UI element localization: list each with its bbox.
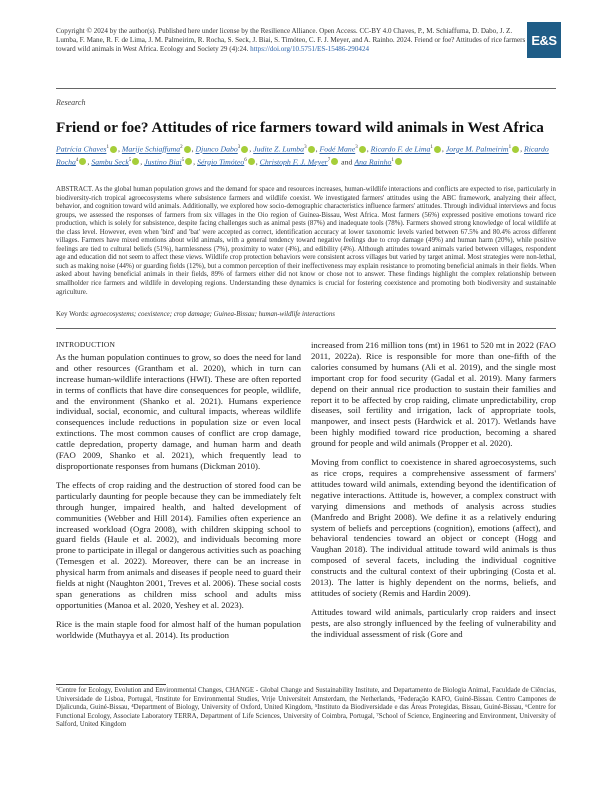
keywords-text: agroecosystems; coexistence; crop damage; Guinea-Bissau; human-wildlife interactions (90, 311, 335, 318)
orcid-icon[interactable] (110, 146, 117, 153)
affiliation-marker: 5 (181, 157, 185, 163)
journal-logo: E&S (527, 22, 561, 58)
keywords-label: Key Words: (56, 311, 89, 318)
paragraph: Rice is the main staple food for almost half of the human population worldwide (Muthayya et al. 2014). Its production (56, 618, 301, 640)
author-list: Patrícia Chaves$^1$ , Marije Schiaffuma$^2$ , Djunco Dabo$^3$ , Judite Z. Lumba$^3$ , Fodé Mane$^3$ , Ricardo F. de Lima$^1$ , Jorge M. Palmeirim$^1$ , Ricardo Rocha$^4$ , Sambu Seck$^5$ , Justino Biai$^5$ , Sérgio Timóteo$^6$ , Christoph F. J. Meyer$^7$ and Ana Rainho$^1$ (56, 144, 549, 167)
author-name[interactable]: Sambu Seck (91, 157, 129, 167)
author-name[interactable]: Djunco Dabo (195, 144, 238, 154)
orcid-icon[interactable] (359, 146, 366, 153)
abstract: ABSTRACT. As the global human population grows and the demand for space and resources increases, human-wildlife interactions and conflicts are expected to rise, particularly in biodiversity-rich tropical agroecosystems where subsistence farmers and wildlife coexist. We investigated farmers' attitudes using the ABC framework, analyzing their affect, behavior, and cognition toward wild animals. Additionally, we explored how socio-demographic characteristics influence farmers' attitudes. Through individual interviews and focus groups, we assessed the responses of farmers from six villages in the Oio region of Guinea-Bissau, West Africa. Most farmers (56%) expressed positive emotions toward rice production, which is solely for subsistence, despite facing challenges such as animal pests (87%) and inadequate tools (78%). Farmers showed strong knowledge of local wildlife at the class level. However, even when 'bird' and 'bat' were accepted as correct, identification accuracy at lower taxonomic levels varied between 67.5% and 80.4% across different villages. Farmers have mixed emotions about wild animals, with a general tendency toward negative feelings due to crop damage (49%) and human harm (20%), while positive feelings are tied to cultural beliefs (51%), harmlessness (7%), proximity to water (4%), and edibility (4%). Although attitudes toward animals varied between villages, respondent age and education did not seem to affect these views. Wildlife crop protection behaviors were consistent across villages but varied by target animal. Most strategies were non-lethal, such as making noise (44%) or guarding fields (12%), but a common perception of their ineffectiveness may explain resistance to promoting beneficial animals in their fields. When asked about having beneficial animals in their fields, 89% of farmers either did not know or chose not to answer. These findings highlight the complex relationship between smallholder rice farmers and wildlife in developing regions. Understanding these dynamics is crucial for fostering coexistence and promoting both biodiversity and sustainable agriculture. (56, 186, 556, 296)
affiliation-marker: 7 (327, 157, 331, 163)
affiliation-marker: 6 (244, 157, 247, 163)
affiliation-marker: 1 (391, 157, 394, 163)
affiliation-marker: 3 (304, 145, 307, 150)
paragraph: As the human population continues to grow, so does the need for land and other resources (Grantham et al. 2020), which in turn can increase human-wildlife interactions (HWI). These are often reported in terms of conflicts that have dire consequences for people, wildlife, and the environment (Shanko et al. 2021). Humans experience individual, social, economic, and cultural impacts, whereas wildlife consequences include reductions in population size or even local extinctions. The most common causes of conflict are crop damage, cattle depredation, property damage, and human harm and death (FAO 2009, Shanko et al. 2021), which frequently lead to disproportionate responses from humans (Dickman 2010). (56, 351, 301, 471)
orcid-icon[interactable] (395, 158, 402, 165)
right-column (311, 340, 556, 648)
affiliation-marker: 3 (355, 145, 358, 150)
author-name[interactable]: Judite Z. Lumba (253, 144, 305, 154)
author-name[interactable]: Christoph F. J. Meyer (259, 157, 328, 167)
left-column (56, 340, 301, 649)
keywords (56, 311, 556, 318)
author-affiliations: ¹Centre for Ecology, Evolution and Environmental Changes, CHANGE - Global Change and Sustainability Institute, and Departamento de Biologia Animal, Faculdade de Ciências, Universidade de Lisboa, Portugal, ²Institute for Environmental Studies, Vrije Universiteit Amsterdam, the Netherlands, ³Federação KAFO, Guiné-Bissau. Centro Campones de Djalicunda, Guiné-Bissau, ⁴Department of Biology, University of Oxford, United Kingdom, ⁵Instituto da Biodiversidade e das Áreas Protegidas, Bissau, Guiné-Bissau, ⁶Centre for Functional Ecology, Associate Laboratory TERRA, Department of Life Sciences, University of Coimbra, Portugal, ⁷School of Science, Engineering and Environment, University of Salford, United Kingdom (56, 687, 556, 729)
orcid-icon[interactable] (79, 158, 86, 165)
orcid-icon[interactable] (331, 158, 338, 165)
author-name[interactable]: Fodé Mane (319, 144, 356, 154)
orcid-icon[interactable] (132, 158, 139, 165)
orcid-icon[interactable] (184, 146, 191, 153)
header-divider (56, 88, 556, 89)
author-name[interactable]: Ricardo F. de Lima (370, 144, 431, 154)
section-label: Research (56, 98, 86, 107)
affiliation-marker: 1 (508, 145, 512, 150)
author-name[interactable]: Ricardo Rocha (56, 144, 549, 167)
orcid-icon[interactable] (248, 158, 255, 165)
affiliation-marker: 1 (106, 145, 109, 150)
affiliation-marker: 1 (430, 145, 433, 150)
author-name[interactable]: Justino Biai (144, 157, 182, 167)
author-name[interactable]: Sérgio Timóteo (197, 157, 245, 167)
orcid-icon[interactable] (185, 158, 192, 165)
author-name[interactable]: Patrícia Chaves (56, 144, 107, 154)
affiliation-marker: 5 (128, 157, 132, 163)
orcid-icon[interactable] (512, 146, 519, 153)
copyright-notice (56, 27, 526, 55)
author-name[interactable]: Ana Rainho (354, 157, 392, 167)
section-heading-introduction: INTRODUCTION (56, 340, 116, 349)
abstract-divider (56, 328, 556, 329)
article-title: Friend or foe? Attitudes of rice farmers toward wild animals in West Africa (56, 119, 544, 136)
paragraph: increased from 216 million tons (mt) in 1961 to 520 mt in 2022 (FAO 2011, 2022a). Rice is responsible for more than one-fifth of the calories consumed by humans (Ali et al. 2019), and the single most important crop for food security (Gadal et al. 2019). Many farmers depend on their annual rice production to sustain their families and report it to be affected by crop raiding, climate unpredictability, crop diseases, soil fertility and irrigation, lack of appropriate tools, manpower, and insect pests (Hardwick et al. 2017). Wetlands have been highly modified toward rice production, becoming a shared ground for people and wild animals (Propper et al. 2020). (311, 340, 556, 449)
author-name[interactable]: Jorge M. Palmeirim (445, 144, 509, 154)
paragraph: Attitudes toward wild animals, particularly crop raiders and insect pests, are also strongly influenced by the feeling of vulnerability and the individual assessment of risk (Gore and (311, 606, 556, 639)
affiliation-marker: 2 (180, 145, 183, 150)
author-name[interactable]: Marije Schiaffuma (121, 144, 181, 154)
orcid-icon[interactable] (434, 146, 441, 153)
paragraph: Moving from conflict to coexistence in shared agroecosystems, such as rice crops, requires a comprehensive assessment of farmers' attitudes toward wild animals, extending beyond the identification of negative interactions. Attitude is, however, a complex construct with varying dimensions and methods of analysis across studies (Manfredo and Bright 2008). We define it as a relatively enduring system of beliefs and perceptions (cognition), emotions (affect), and behavioral tendencies toward an object or concept (Hogg and Vaughan 2018). The individual attitude toward wild animals is thus composed of several facets, including the individual cognitive constructs and the cultural context of their upbringing (Costa et al. 2013). The latter is highly dependent on the norms, beliefs, and attitudes of society (Remis and Hardin 2009). (311, 457, 556, 598)
orcid-icon[interactable] (308, 146, 315, 153)
paragraph: The effects of crop raiding and the destruction of stored food can be particularly daunting for people because they can be immediately felt through hunger, impaired health, and halted development of communities (Webber and Hill 2014). Families often experience an increased workload (Ogra 2008), with children skipping school to guard fields (Haule et al. 2002), and individuals becoming more prone to participate in illegal or dangerous activities such as poaching (Temesgen et al. 2022). Moreover, there can be an increase in physical harm from animals and diseases if people need to guard their fields at night (Naughton 2001, Treves et al. 2006). These social costs span generations as children miss school and adults miss opportunities (Manoa et al. 2020, Yeshey et al. 2023). (56, 479, 301, 610)
affiliation-marker: 4 (75, 157, 79, 163)
footnote-divider (56, 684, 166, 685)
affiliation-marker: 3 (237, 145, 241, 150)
copyright-text: Copyright © 2024 by the author(s). Published here under license by the Resilience Alliance. Open Access. CC-BY 4.0 Chaves, P., M. Schiaffuma, D. Dabo, J. Z. Lumba, F. Mane, R. F. de Lima, J. M. Palmeirim, R. Rocha, S. Seck, J. Biai, S. Timóteo, C. F. J. Meyer, and A. Rainho. 2024. Friend or foe? Attitudes of rice farmers toward wild animals in West Africa. Ecology and Society 29 (4):24. (56, 27, 526, 54)
orcid-icon[interactable] (241, 146, 248, 153)
doi-link[interactable]: https://doi.org/10.5751/ES-15486-290424 (250, 45, 370, 54)
